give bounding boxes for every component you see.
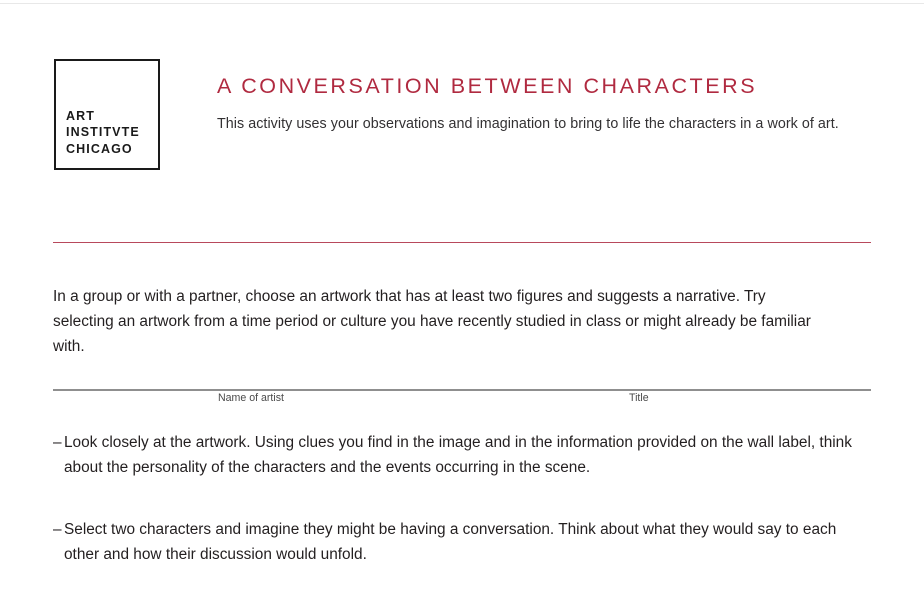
list-item-text: Look closely at the artwork. Using clues you find in the image and in the information provided on the wall label, think about the personality of the characters and the events occurring in the scene. (64, 434, 852, 476)
art-institute-chicago-logo (54, 59, 160, 170)
accent-divider (53, 242, 871, 243)
intro-paragraph: In a group or with a partner, choose an artwork that has at least two figures and suggests a narrative. Try selecting an artwork from a time period or culture you have recently studied in class or might already be familiar with. (53, 288, 811, 355)
list-item (53, 518, 865, 567)
logo-wordmark (66, 108, 140, 158)
artist-field-caption: Name of artist (218, 392, 284, 404)
artwork-entry-rule (53, 389, 871, 391)
list-item (53, 431, 865, 480)
title-field-caption: Title (629, 392, 649, 404)
page-title: A CONVERSATION BETWEEN CHARACTERS (217, 74, 758, 99)
logo-line-institute: INSTITVTE (66, 125, 140, 139)
list-item-text: Select two characters and imagine they might be having a conversation. Think about what they would say to each other and how their discussion would unfold. (64, 521, 837, 563)
instruction-list (53, 431, 865, 567)
logo-line-chicago: CHICAGO (66, 141, 133, 156)
dash-marker: – (53, 434, 62, 451)
dash-marker: – (53, 521, 62, 539)
page-subtitle: This activity uses your observations and imagination to bring to life the characters in a work of art. (217, 116, 839, 133)
logo-line-art: ART (66, 108, 95, 123)
